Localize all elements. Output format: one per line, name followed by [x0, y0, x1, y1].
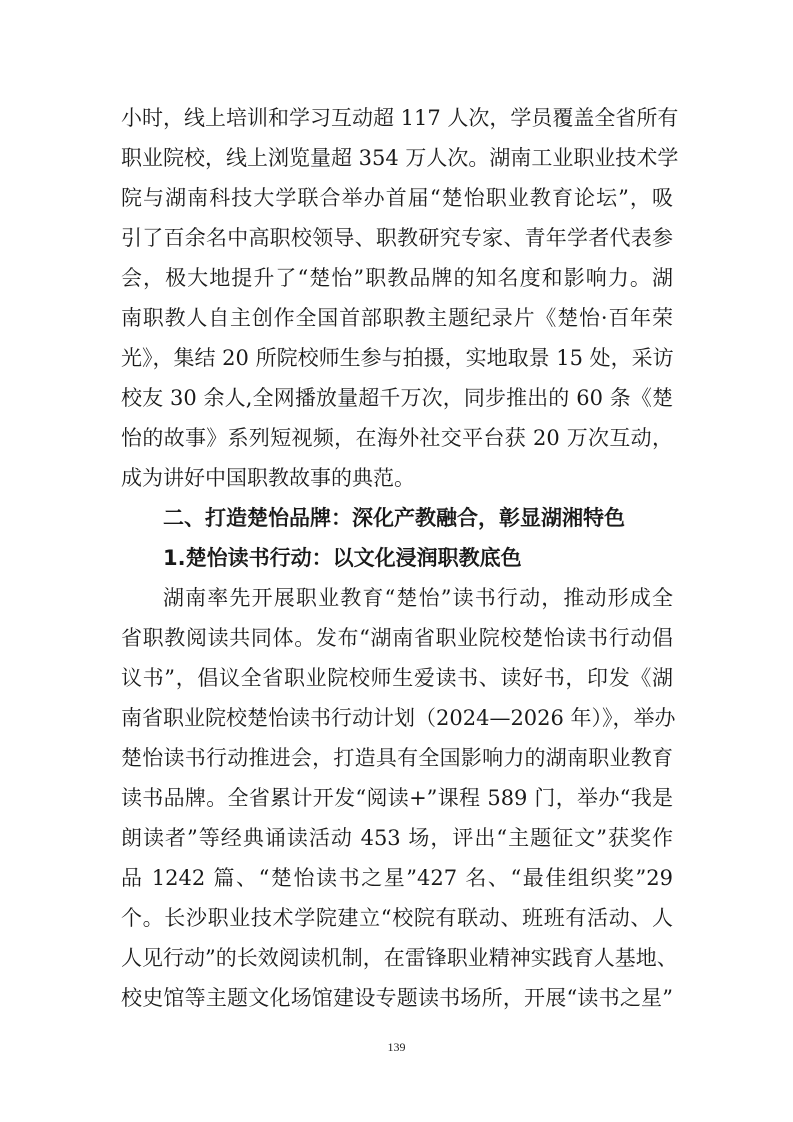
text-line: 楚怡读书行动推进会，打造具有全国影响力的湖南职业教育: [121, 746, 673, 770]
text-line: 朗读者”等经典诵读活动 453 场，评出“主题征文”获奖作: [121, 826, 673, 850]
paragraph-2: [121, 578, 678, 1018]
text-line: 品 1242 篇、“楚怡读书之星”427 名、“最佳组织奖”29: [121, 866, 673, 890]
page-number: 139: [387, 1040, 406, 1054]
text-line: 会，极大地提升了“楚怡”职教品牌的知名度和影响力。湖: [121, 266, 673, 290]
text-line: 院与湖南科技大学联合举办首届“楚怡职业教育论坛”，吸: [121, 186, 673, 210]
paragraph-1: [121, 98, 679, 498]
text-line: 南职教人自主创作全国首部职教主题纪录片《楚怡·百年荣: [121, 306, 673, 330]
text-line: 读书品牌。全省累计开发“阅读+”课程 589 门，举办“我是: [121, 786, 674, 810]
text-line: 省职教阅读共同体。发布“湖南省职业院校楚怡读书行动倡: [121, 626, 673, 650]
text-line: 人见行动”的长效阅读机制，在雷锋职业精神实践育人基地、: [121, 946, 678, 970]
text-line: 南省职业院校楚怡读书行动计划（2024—2026 年）》，举办: [121, 706, 676, 730]
text-line: 引了百余名中高职校领导、职教研究专家、青年学者代表参: [121, 226, 673, 250]
text-line: 怡的故事》系列短视频，在海外社交平台获 20 万次互动，: [121, 426, 673, 450]
text-line: 成为讲好中国职教故事的典范。: [121, 466, 415, 490]
text-line: 校史馆等主题文化场馆建设专题读书场所，开展“读书之星”: [121, 986, 673, 1010]
subsection-heading: 1.楚怡读书行动：以文化浸润职教底色: [163, 546, 522, 570]
text-line: 个。长沙职业技术学院建立“校院有联动、班班有活动、人: [121, 906, 673, 930]
text-line: 湖南率先开展职业教育“楚怡”读书行动，推动形成全: [163, 586, 673, 610]
text-line: 小时，线上培训和学习互动超 117 人次，学员覆盖全省所有: [121, 106, 679, 130]
text-line: 校友 30 余人,全网播放量超千万次，同步推出的 60 条《楚: [121, 386, 673, 410]
text-line: 职业院校，线上浏览量超 354 万人次。湖南工业职业技术学: [121, 146, 679, 170]
text-line: 议书”，倡议全省职业院校师生爱读书、读好书，印发《湖: [121, 666, 673, 690]
page-body: [121, 98, 679, 1018]
section-heading: 二、打造楚怡品牌：深化产教融合，彰显湖湘特色: [163, 506, 625, 530]
text-line: 光》，集结 20 所院校师生参与拍摄，实地取景 15 处，采访: [121, 346, 674, 370]
